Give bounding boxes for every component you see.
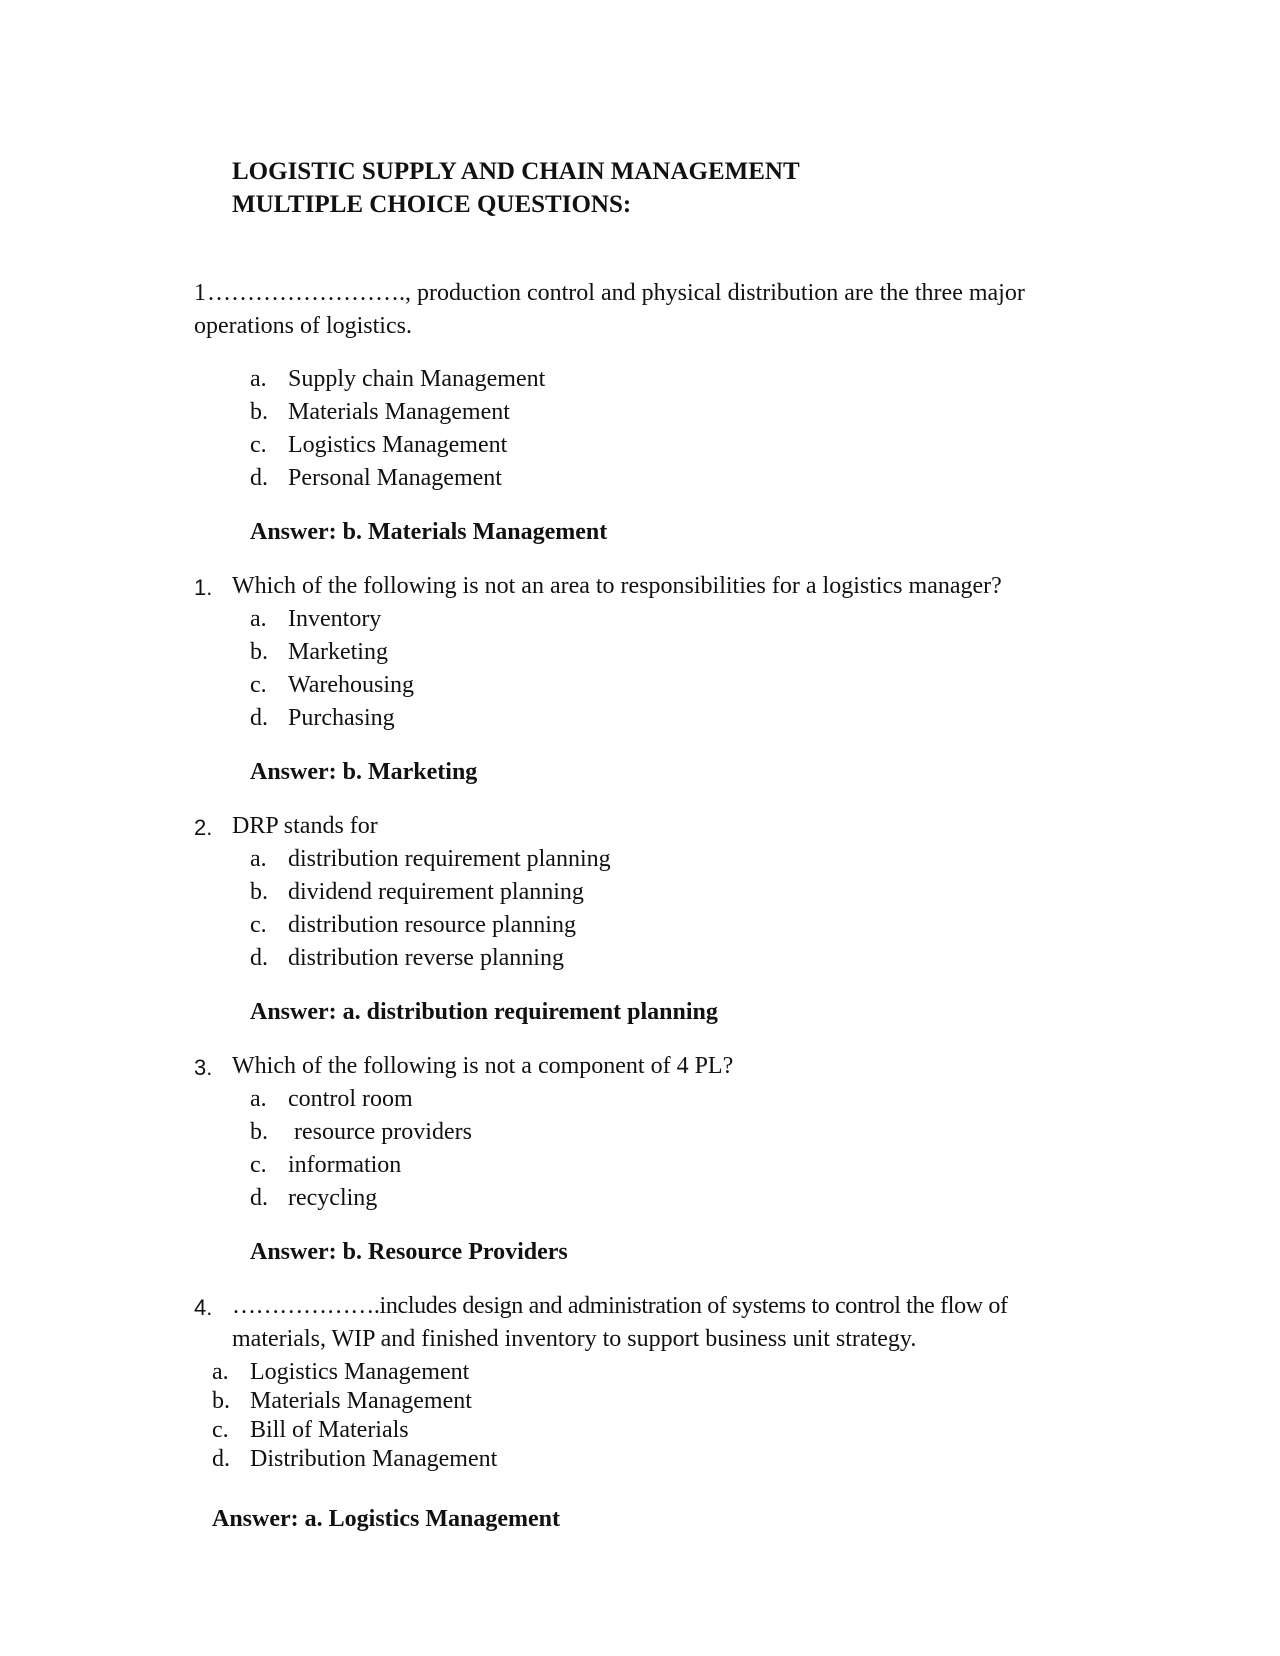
question-number: 2. (194, 815, 213, 840)
option-text: Supply chain Management (288, 366, 546, 392)
option-text: Inventory (288, 606, 382, 632)
question-number: 1 (194, 280, 206, 306)
option-text: Purchasing (288, 705, 395, 731)
question-text-line-1: ……………………., production control and physical distribution are the three major (207, 280, 1025, 306)
option-letter: a. (250, 846, 267, 872)
document-title-line-2: MULTIPLE CHOICE QUESTIONS: (232, 191, 632, 218)
option-text: distribution requirement planning (288, 846, 611, 872)
option-letter: b. (212, 1388, 230, 1414)
option-letter: d. (212, 1446, 230, 1472)
document-title-line-1: LOGISTIC SUPPLY AND CHAIN MANAGEMENT (232, 158, 800, 185)
option-text: dividend requirement planning (288, 879, 584, 905)
option-letter: b. (250, 1119, 268, 1145)
option-text: control room (288, 1086, 413, 1112)
question-text-line-1: ……………….includes design and administration of systems to control the flow of (232, 1293, 1008, 1319)
option-text: Materials Management (288, 399, 510, 425)
question-number: 3. (194, 1055, 213, 1080)
question-text-line-1: DRP stands for (232, 813, 378, 839)
option-letter: d. (250, 1185, 268, 1211)
option-text: Warehousing (288, 672, 415, 698)
question-text-line-2: materials, WIP and finished inventory to support business unit strategy. (232, 1326, 917, 1352)
question-number: 1. (194, 575, 213, 600)
option-text: information (288, 1152, 402, 1178)
option-text: recycling (288, 1185, 378, 1211)
option-letter: d. (250, 705, 268, 731)
answer-line: Answer: a. distribution requirement planning (250, 999, 718, 1025)
answer-line: Answer: b. Materials Management (250, 519, 608, 545)
question-text-line-2: operations of logistics. (194, 313, 412, 339)
option-letter: a. (212, 1359, 229, 1385)
option-letter: c. (250, 432, 267, 458)
option-letter: c. (250, 1152, 267, 1178)
option-text: Distribution Management (250, 1446, 498, 1472)
option-letter: c. (250, 912, 267, 938)
answer-line: Answer: b. Marketing (250, 759, 478, 785)
option-text: Marketing (288, 639, 388, 665)
option-letter: c. (212, 1417, 229, 1443)
question-number: 4. (194, 1295, 213, 1320)
option-letter: d. (250, 945, 268, 971)
option-letter: d. (250, 465, 268, 491)
option-text: Personal Management (288, 465, 502, 491)
option-letter: a. (250, 1086, 267, 1112)
option-text: Materials Management (250, 1388, 472, 1414)
option-letter: a. (250, 606, 267, 632)
option-letter: a. (250, 366, 267, 392)
option-letter: b. (250, 639, 268, 665)
answer-line: Answer: b. Resource Providers (250, 1239, 568, 1265)
option-letter: c. (250, 672, 267, 698)
option-letter: b. (250, 399, 268, 425)
option-text: Bill of Materials (250, 1417, 409, 1443)
option-text: resource providers (288, 1119, 472, 1145)
option-letter: b. (250, 879, 268, 905)
option-text: distribution reverse planning (288, 945, 564, 971)
option-text: Logistics Management (288, 432, 508, 458)
option-text: distribution resource planning (288, 912, 576, 938)
option-text: Logistics Management (250, 1359, 470, 1385)
answer-line: Answer: a. Logistics Management (212, 1506, 560, 1532)
question-text-line-1: Which of the following is not an area to responsibilities for a logistics manager? (232, 573, 1002, 599)
question-text-line-1: Which of the following is not a component of 4 PL? (232, 1053, 734, 1079)
